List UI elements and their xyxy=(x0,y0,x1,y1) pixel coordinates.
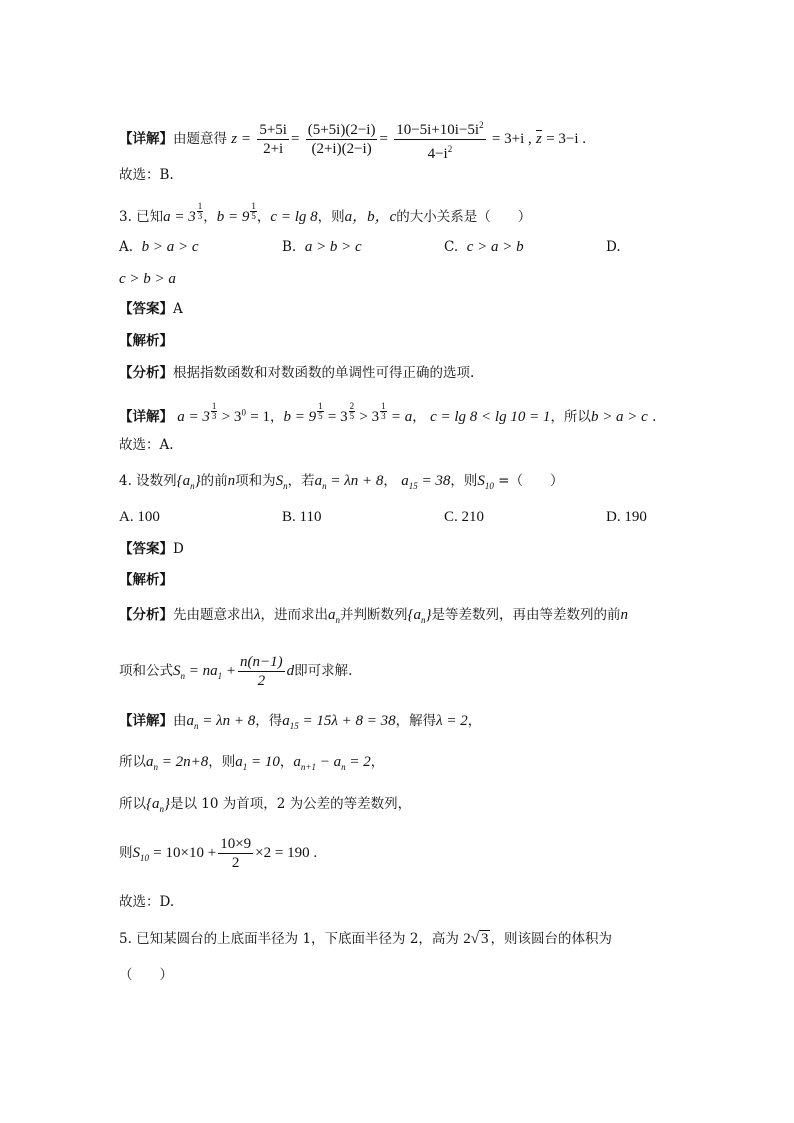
s10 xyxy=(477,473,494,489)
math: b = 9 xyxy=(283,409,317,425)
exponent-fraction xyxy=(250,202,257,221)
fraction xyxy=(306,121,378,158)
exp-den: 3 xyxy=(197,211,203,221)
sequence xyxy=(146,796,170,812)
denominator xyxy=(426,140,455,163)
exp-num: 1 xyxy=(211,401,217,411)
exp-num: 1 xyxy=(251,201,256,211)
fenxi-text: 根据指数函数和对数函数的单调性可得正确的选项. xyxy=(173,365,475,381)
text: ，所以 xyxy=(550,409,591,425)
var-b: b = 9 xyxy=(216,209,250,225)
a15-text: a xyxy=(401,473,409,489)
s10-text: S xyxy=(477,473,485,489)
term-an: $a_n = \lambda n + 8$ xyxy=(186,713,256,731)
text: 由 xyxy=(173,713,187,729)
subscript: 15 xyxy=(289,721,299,731)
q4-analysis-label: 【解析】 xyxy=(119,572,173,588)
subscript: n xyxy=(153,762,158,772)
formula: = 10×10 + xyxy=(153,845,217,861)
s10 xyxy=(133,845,150,861)
coef: 2 xyxy=(463,931,471,947)
stem-text: 项和为 xyxy=(235,473,276,489)
var-c: c = lg 8 xyxy=(270,209,318,225)
lambda-value: λ = 2 xyxy=(436,713,468,729)
subscript: 1 xyxy=(242,762,248,772)
math: > 3 xyxy=(221,409,242,425)
subscript: n xyxy=(283,481,288,491)
q3-stem: 3. 已知a = 3 $\frac{1}{3}$ ，b = 9 $\frac{1}{5}$ ，c = lg 8，则a，b，c的大小关系是（ ） xyxy=(119,201,532,225)
option-text: c > b > a xyxy=(119,271,176,287)
math: c = lg 8 < lg 10 = 1 xyxy=(430,409,551,425)
option-label: B. xyxy=(282,239,297,255)
detail-label: 【详解】 xyxy=(119,409,173,425)
difference: $a_{n+1} - a_n = 2$ xyxy=(293,754,371,772)
fraction xyxy=(257,121,289,158)
q4-answer xyxy=(119,540,184,558)
subscript: n xyxy=(194,721,199,731)
text: 所以 xyxy=(119,796,146,812)
sum-s xyxy=(276,473,288,489)
formula: = 10 xyxy=(251,754,280,770)
stem-text: 4. 设数列 xyxy=(119,473,177,489)
a1: $a_1 = 10$ xyxy=(235,754,280,772)
exponent-fraction xyxy=(197,202,204,221)
a15-value: = 38 xyxy=(421,473,451,489)
q4-stem: 4. 设数列$\{a_n\}$的前n项和为$S_n$，若$a_n = \lambda n + 8$， $a_{15} = 38$，则$S_{10}$ =（ ） xyxy=(119,473,564,491)
exponent: 2 xyxy=(447,144,453,154)
conjugate-result: = 3−i . xyxy=(546,131,587,147)
subscript: n xyxy=(159,804,164,814)
subscript: 1 xyxy=(217,671,223,681)
stem-text: =（ ） xyxy=(498,473,564,489)
subscript: 10 xyxy=(140,853,149,863)
math: = a xyxy=(390,409,413,425)
detail-label: 【详解】 xyxy=(119,713,173,729)
option-a[interactable] xyxy=(119,238,199,256)
exp-num: 2 xyxy=(349,401,355,411)
exp-num: 1 xyxy=(318,401,323,411)
option-label: D. xyxy=(606,239,621,255)
fraction xyxy=(218,835,253,872)
text: 先由题意求出 xyxy=(173,607,254,623)
exp-den: 5 xyxy=(251,211,256,221)
exponent-fraction xyxy=(317,402,324,421)
q4-detail-4 xyxy=(119,835,317,872)
text: ，得 xyxy=(255,713,283,729)
formula: = 15λ + 8 = 38 xyxy=(302,713,396,729)
option-c[interactable] xyxy=(444,238,524,256)
q3-fenxi xyxy=(119,364,474,382)
exponent: 0 xyxy=(241,407,246,418)
fenxi-label: 【分析】 xyxy=(119,607,173,623)
answer-label: 【答案】 xyxy=(119,301,173,317)
text: 项和公式 xyxy=(119,663,173,679)
text: ，则 xyxy=(208,754,236,770)
fraction xyxy=(238,653,285,690)
text: 并判断数列 xyxy=(340,607,408,623)
q3-answer xyxy=(119,300,183,318)
exponent-fraction xyxy=(380,402,387,421)
exp-den: 3 xyxy=(381,411,386,421)
exp-den: 3 xyxy=(211,411,217,421)
q4-detail-1 xyxy=(119,712,481,735)
exp-num: 1 xyxy=(197,201,203,211)
subscript: n xyxy=(421,615,426,625)
math: b > a > c xyxy=(590,409,648,425)
var-n: n xyxy=(227,473,236,489)
fraction xyxy=(394,116,485,163)
math: = 3 xyxy=(327,409,348,425)
exponent-fraction xyxy=(211,402,218,421)
stem-text: 的前 xyxy=(200,473,228,489)
exp-den: 5 xyxy=(318,411,323,421)
a15: $a_{15} = 15\lambda + 8 = 38$ xyxy=(282,713,396,731)
seq-close: } xyxy=(164,796,170,812)
q4-detail-2 xyxy=(119,753,384,776)
sequence xyxy=(408,607,432,623)
answer-value: A xyxy=(173,301,183,317)
subscript: n xyxy=(335,615,340,625)
numerator: (5+5i)(2−i) xyxy=(307,122,376,138)
numerator: n(n−1) xyxy=(240,654,283,670)
option-text: a > b > c xyxy=(304,239,362,255)
numerator: 10×9 xyxy=(220,836,252,852)
formula: = na xyxy=(188,663,218,679)
q4-fenxi-2 xyxy=(119,653,352,690)
option-b[interactable] xyxy=(282,238,362,256)
math: = 1 xyxy=(250,409,270,425)
subscript: n xyxy=(341,762,346,772)
text: 则 xyxy=(119,845,133,861)
subscript: n xyxy=(190,481,195,491)
height-value: 2√ 3 xyxy=(463,931,489,947)
option-d[interactable] xyxy=(606,238,621,256)
text: 是以 10 为首项，2 为公差的等差数列， xyxy=(170,796,412,812)
q3-choice: 故选：A. xyxy=(119,437,174,453)
a-text: a = 3 xyxy=(163,209,196,225)
subscript: n xyxy=(180,671,185,681)
formula: = λn + 8 xyxy=(202,713,256,729)
text: 即可求解. xyxy=(294,663,353,679)
result: = 3+i , xyxy=(491,131,532,147)
q5-stem xyxy=(119,930,612,948)
term-an: $a_n$ xyxy=(328,607,340,625)
text: ，解得 xyxy=(395,713,437,729)
var-a xyxy=(163,209,196,225)
stem-text: ，则 xyxy=(317,209,345,225)
denominator: (2+i)(2−i) xyxy=(311,141,372,157)
denominator: 2 xyxy=(231,855,240,871)
q4-choice: 故选：D. xyxy=(119,894,175,910)
math: a = 3 xyxy=(177,409,210,425)
text: ， xyxy=(279,754,294,770)
stem-text: 5. 已知某圆台的上底面半径为 1，下底面半径为 2，高为 xyxy=(119,931,459,947)
s10-text: S xyxy=(132,845,140,861)
q3-analysis-label: 【解析】 xyxy=(119,333,173,349)
stem-text: 3. 已知 xyxy=(119,209,164,225)
stem-text: ，则 xyxy=(450,473,478,489)
q3-detail: 【详解】 a = 3 $\frac{1}{3}$ > $3^0 = 1$，b = 9 $\frac{1}{5}$ = 3 $\frac{2}{5}$ > 3 $\frac{1}{3}$ = a， c = lg 8 < lg 10 = 1，所以b > a > c . xyxy=(119,401,657,425)
detail-label: 【详解】 xyxy=(119,131,173,147)
subscript: n+1 xyxy=(300,762,316,772)
answer-value: D xyxy=(173,541,184,557)
q4-detail-3 xyxy=(119,795,411,818)
term-an: $a_n = \lambda n + 8$ xyxy=(314,473,384,491)
formula: = 2n+8 xyxy=(161,754,209,770)
seq-text: {a xyxy=(407,607,421,623)
fenxi-label: 【分析】 xyxy=(119,365,173,381)
math: > 3 xyxy=(359,409,380,425)
equation: z = xyxy=(231,131,252,147)
q4-fenxi-1 xyxy=(119,606,628,629)
formula: ×2 = 190 . xyxy=(255,845,318,861)
option-text: b > a > c xyxy=(141,239,199,255)
answer-label: 【答案】 xyxy=(119,541,173,557)
var-d: d xyxy=(286,663,295,679)
q5-paren: （ ） xyxy=(119,967,173,983)
text: ，进而求出 xyxy=(260,607,328,623)
option-a[interactable]: A. 100 xyxy=(119,509,160,525)
stem-text: ，若 xyxy=(287,473,315,489)
equals: = xyxy=(379,131,388,147)
formula: − a xyxy=(319,754,342,770)
text: 所以 xyxy=(119,754,146,770)
q2-choice: 故选：B. xyxy=(119,167,174,183)
subscript: 15 xyxy=(408,481,418,491)
sum-formula: $S_n = na_1$ + xyxy=(173,663,236,681)
subscript: 10 xyxy=(484,481,494,491)
option-d[interactable]: D. 190 xyxy=(606,509,647,525)
s-text: S xyxy=(173,663,181,679)
radicand: 3 xyxy=(480,931,489,947)
numerator: 5+5i xyxy=(259,122,287,138)
seq-text: {a xyxy=(176,473,191,489)
conjugate-z: $\overline{z}$ xyxy=(536,131,542,147)
vars: a，b，c xyxy=(344,209,397,225)
option-c[interactable]: C. 210 xyxy=(444,509,485,525)
exponent: 2 xyxy=(479,120,484,130)
exp-den: 5 xyxy=(349,411,355,421)
numerator-text: 10−5i+10i−5i xyxy=(396,122,480,138)
subscript: n xyxy=(322,481,327,491)
equals: = xyxy=(290,131,300,147)
option-b[interactable]: B. 110 xyxy=(282,509,322,525)
denominator: 2 xyxy=(257,673,266,689)
stem-text: ，则该圆台的体积为 xyxy=(490,931,612,947)
seq-close: } xyxy=(194,473,201,489)
stem-text: 的大小关系是（ ） xyxy=(396,209,532,225)
text: ， xyxy=(370,754,385,770)
exponent-fraction xyxy=(349,402,356,421)
text: 是等差数列，再由等差数列的前 xyxy=(431,607,621,623)
a15 xyxy=(401,473,450,489)
seq-close: } xyxy=(425,607,432,623)
var-n: n xyxy=(620,607,628,623)
seq-text: {a xyxy=(146,796,160,812)
sequence xyxy=(177,473,201,489)
intro-text: 由题意得 xyxy=(173,131,227,147)
numerator xyxy=(394,116,485,140)
option-label: C. xyxy=(444,239,459,255)
formula: = 2 xyxy=(349,754,371,770)
term-an: $a_n = 2n+8$ xyxy=(146,754,209,772)
s-text: S xyxy=(275,473,284,489)
denominator: 2+i xyxy=(263,141,284,157)
q2-detail-line xyxy=(119,116,586,163)
option-d-text xyxy=(119,270,176,288)
text: ， xyxy=(467,713,482,729)
denominator-text: 4−i xyxy=(427,146,448,162)
exp-num: 1 xyxy=(381,401,386,411)
option-text: c > a > b xyxy=(466,239,524,255)
formula: = λn + 8 xyxy=(330,473,384,489)
lambda: λ xyxy=(254,607,261,623)
option-label: A. xyxy=(119,239,134,255)
